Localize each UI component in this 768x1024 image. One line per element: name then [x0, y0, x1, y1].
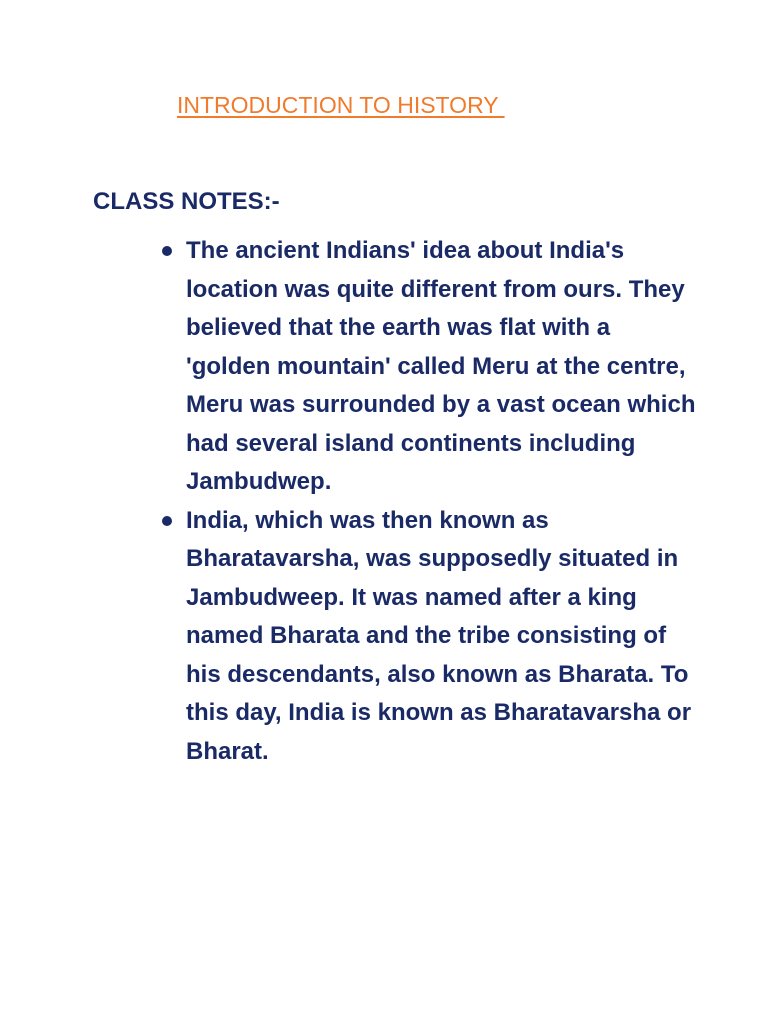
bullet-icon	[162, 516, 172, 526]
note-text: The ancient Indians' idea about India's location was quite different from ours. They believed that the earth was flat with a 'golden mountain' called Meru at the centre, Meru was surrounded by a vast ocean which had several island continents including Jambudwep.	[186, 237, 696, 495]
page-title: INTRODUCTION TO HISTORY	[177, 92, 505, 118]
list-item	[160, 232, 700, 502]
list-item	[160, 502, 700, 772]
notes-list	[160, 232, 700, 771]
bullet-icon	[162, 246, 172, 256]
note-text: India, which was then known as Bharatavarsha, was supposedly situated in Jambudweep. It was named after a king named Bharata and the tribe consisting of his descendants, also known as Bharata. To this day, India is known as Bharatavarsha or Bharat.	[186, 506, 692, 765]
class-notes-heading: CLASS NOTES:-	[93, 188, 280, 215]
